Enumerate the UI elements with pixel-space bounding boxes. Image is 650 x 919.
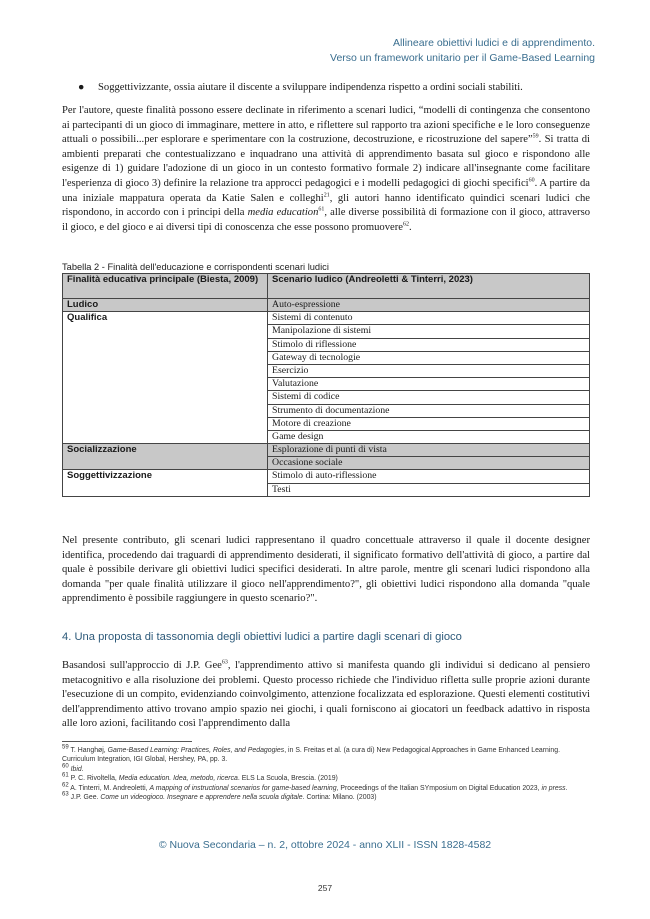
table-header-row bbox=[63, 274, 590, 299]
table-cell: Stimolo di auto-riflessione bbox=[268, 470, 590, 483]
table-cell: Game design bbox=[268, 430, 590, 443]
paragraph-3: Basandosi sull'approccio di J.P. Gee$^{63}$, l'apprendimento attivo si manifesta quando gli individui si dedicano al pensiero metacognitivo e alla risoluzione dei problemi. Questo processo richiede che l'individuo rifletta sulle proprie azioni durante l'esecuzione di un compito, evidenziando coinvolgimento, attenzione focalizzata ed esplorazione. Questi elementi costitutivi dell'apprendimento attivo trovano ampio spazio nei giochi, i quali forniscono ai giocatori un feedback adattivo in risposta alle loro azioni, facilitando così l'apprendimento dalla bbox=[62, 659, 590, 730]
footnote: $^{63}$ J.P. Gee. Come un videogioco. Insegnare e apprendere nella scuola digitale. Cortina: Milano. (2003) bbox=[62, 791, 377, 802]
header-cell: Scenario ludico (Andreoletti & Tinterri, 2023) bbox=[268, 274, 590, 299]
table-cell: Esercizio bbox=[268, 364, 590, 377]
bullet-dot-icon: ● bbox=[78, 82, 85, 93]
paragraph-1: Per l'autore, queste finalità possono essere declinate in riferimento a scenari ludici, “modelli di contingenza che consentono ai partecipanti di un gioco di immaginare, mettere in atto, e riflettere sul rapporto tra azioni specifiche e le loro conseguenze attuali o possibili...per esplorare e sperimentare con la costruzione, decostruzione, e ricostruzione del sapere”$^{59}$. Si tratta di ambienti preparati che contestualizzano e inquadrano una attività di apprendimento basata sul gioco e rispondono alle esigenze di 1) guidare l'adozione di un gioco in un contesto formativo formale 2) indicare all'insegnante come facilitare l'esperienza di gioco 3) definire la relazione tra approcci pedagogici e i modelli pedagogici di giochi specifici$^{60}$. A partire da una iniziale mappatura operata da Katie Salen e colleghi$^{21}$, gli autori hanno identificato quindici scenari ludici che rispondono, in accordo con i principi della media education$^{61}$, alle diverse possibilità di formazione con il gioco, attraverso il gioco, e del gioco e ai diversi tipi di conoscenza che esse possono promuovere$^{62}$. bbox=[62, 105, 590, 233]
footnote-ref: 21 bbox=[323, 192, 330, 199]
table-row bbox=[63, 299, 590, 312]
footnote-ref: 63 bbox=[221, 659, 228, 666]
header-cell: Finalità educativa principale (Biesta, 2009) bbox=[63, 274, 268, 299]
table-cell: Occasione sociale bbox=[268, 457, 590, 470]
table-row bbox=[63, 444, 590, 457]
table-cell: Motore di creazione bbox=[268, 417, 590, 430]
table-cell: Sistemi di codice bbox=[268, 391, 590, 404]
bullet-text: Soggettivizzante, ossia aiutare il discente a sviluppare indipendenza rispetto a ordini sociali stabiliti. bbox=[98, 82, 523, 93]
footnote: $^{62}$ A. Tinterri, M. Andreoletti, A mapping of instructional scenarios for game-based learning, Proceedings of the Italian SYmposium on Digital Education 2023, in press. bbox=[62, 782, 568, 792]
table-row bbox=[63, 312, 590, 325]
section-heading: 4. Una proposta di tassonomia degli obiettivi ludici a partire dagli scenari di gioco bbox=[62, 631, 462, 643]
scenario-table bbox=[62, 273, 590, 497]
footnote: $^{60}$ Ibid. bbox=[62, 763, 84, 773]
footnote-ref: 62 bbox=[402, 221, 409, 228]
table-cell: Valutazione bbox=[268, 378, 590, 391]
table-cell: Testi bbox=[268, 483, 590, 496]
page-number: 257 bbox=[317, 883, 333, 893]
table-cell: Stimolo di riflessione bbox=[268, 338, 590, 351]
running-header bbox=[330, 36, 595, 66]
footnote: $^{59}$ T. Hanghøj, Game-Based Learning: Practices, Roles, and Pedagogies, in S. Freitas et al. (a cura di) New Pedagogical Approaches in Game Enhanced Learning. Curriculum Integration, IGI Global, Hershey, PA, pp. 3. bbox=[62, 744, 560, 764]
footnote-ref: 59 bbox=[532, 133, 539, 140]
footnote: $^{61}$ P. C. Rivoltella, Media education. Idea, metodo, ricerca. ELS La Scuola, Brescia. (2019) bbox=[62, 772, 338, 783]
table-cell: Strumento di documentazione bbox=[268, 404, 590, 417]
table-cell: Manipolazione di sistemi bbox=[268, 325, 590, 338]
bullet-item bbox=[78, 81, 598, 95]
table-cell: Sistemi di contenuto bbox=[268, 312, 590, 325]
row-label: Ludico bbox=[63, 299, 268, 312]
row-label: Qualifica bbox=[63, 312, 268, 444]
header-line-2: Verso un framework unitario per il Game-Based Learning bbox=[330, 52, 595, 64]
footnote-separator bbox=[62, 741, 192, 742]
row-label: Socializzazione bbox=[63, 444, 268, 470]
header-line-1: Allineare obiettivi ludici e di apprendimento. bbox=[393, 37, 595, 49]
footnotes bbox=[62, 746, 590, 802]
footnote-ref: 61 bbox=[318, 206, 325, 213]
table-cell: Auto-espressione bbox=[268, 299, 590, 312]
table-cell: Gateway di tecnologie bbox=[268, 351, 590, 364]
table-row bbox=[63, 470, 590, 483]
row-label: Soggettivizzazione bbox=[63, 470, 268, 496]
table-cell: Esplorazione di punti di vista bbox=[268, 444, 590, 457]
footnote-ref: 60 bbox=[528, 177, 535, 184]
paragraph-2: Nel presente contributo, gli scenari ludici rappresentano il quadro concettuale attraverso il quale il docente designer identifica, procedendo dai traguardi di apprendimento desiderati, il significato formativo dell'attività di gioco, a partire dal quale è possibile derivare gli obiettivi ludici specifici desiderati. In altre parole, mentre gli scenari ludici rispondono alla domanda "per quale finalità utilizzare il gioco nell'apprendimento?", gli obiettivi ludici rispondono alla domanda "quale apprendimento è possibile raggiungere in questo scenario?". bbox=[62, 535, 590, 605]
page-footer: © Nuova Secondaria – n. 2, ottobre 2024 - anno XLII - ISSN 1828-4582 bbox=[158, 839, 492, 851]
table-caption: Tabella 2 - Finalità dell'educazione e corrispondenti scenari ludici bbox=[62, 262, 329, 272]
